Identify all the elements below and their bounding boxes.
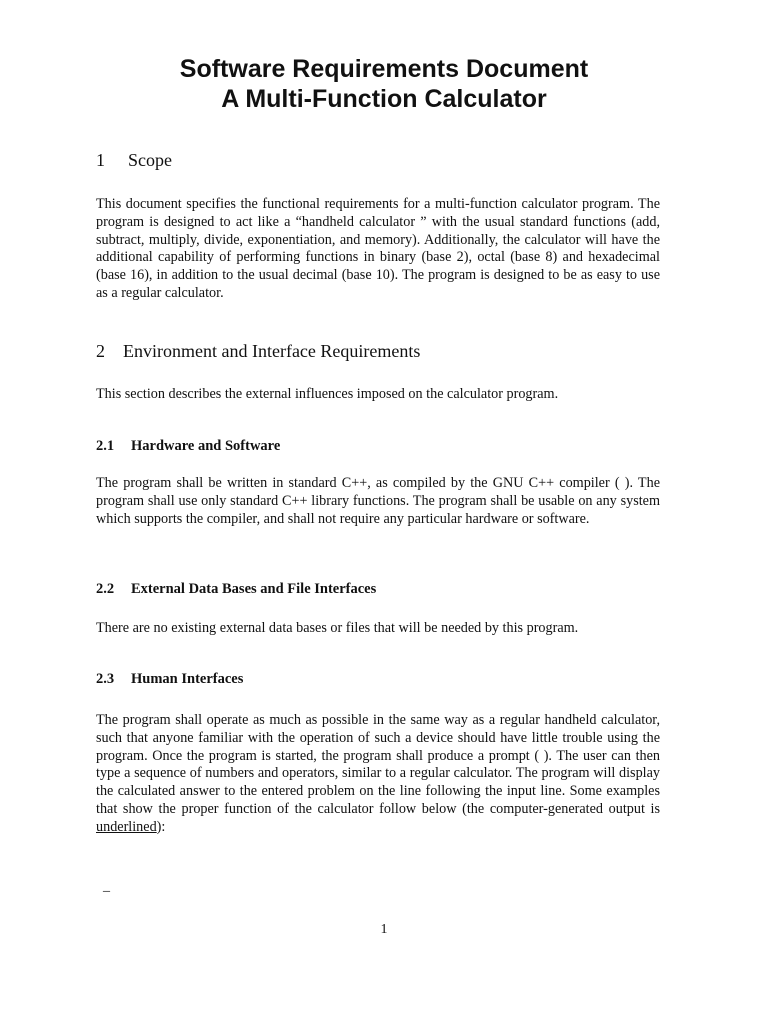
section-2-1-number: 2.1 bbox=[96, 438, 115, 454]
section-2-3-heading bbox=[96, 670, 243, 688]
section-2-2-title: External Data Bases and File Interfaces bbox=[131, 581, 377, 597]
section-2-3-title: Human Interfaces bbox=[131, 671, 244, 687]
section-2-paragraph: This section describes the external influences imposed on the calculator program. bbox=[96, 386, 559, 402]
section-2-2-paragraph: There are no existing external data bases or files that will be needed by this program. bbox=[96, 620, 579, 636]
section-2-heading bbox=[96, 340, 420, 362]
section-2-3-text-end: ): bbox=[156, 818, 166, 835]
section-2-3-text: The program shall operate as much as possible in the same way as a regular handheld calculator, such that anyone familiar with the operation of such a device should have little trouble using the program. Once the program is started, the program shall produce a prompt ( ). The user can then type a sequence of numbers and operators, similar to a regular calculator. The program will display the calculated answer to the entered problem on the line following the input line. Some examples that show the proper function of the calculator follow below (the computer-generated output is bbox=[96, 712, 660, 817]
section-1-number: 1 bbox=[96, 150, 105, 170]
section-2-3-number: 2.3 bbox=[96, 671, 115, 687]
section-2-number: 2 bbox=[96, 341, 105, 361]
document-title: Software Requirements Document bbox=[179, 55, 589, 83]
section-2-2-number: 2.2 bbox=[96, 581, 115, 597]
section-2-1-title: Hardware and Software bbox=[131, 438, 281, 454]
section-2-2-heading bbox=[96, 580, 376, 598]
section-1-title: Scope bbox=[128, 150, 172, 170]
document-subtitle: A Multi-Function Calculator bbox=[221, 85, 547, 113]
section-1-paragraph: This document specifies the functional requirements for a multi-function calculator program. The program is designed to act like a “handheld calculator ” with the usual standard functions (add, subtract, multiply, divide, exponentiation, and memory). Additionally, the calculator will have the additional capability of performing functions in binary (base 2), octal (base 8) and hexadecimal (base 16), in addition to the usual decimal (base 10). The program is designed to be as easy to use as a regular calculator. bbox=[96, 196, 660, 301]
page-number: 1 bbox=[380, 922, 388, 937]
section-2-1-paragraph: The program shall be written in standard C++, as compiled by the GNU C++ compiler ( ). The program shall use only standard C++ library functions. The program shall be usable on any system which supports the compiler, and shall not require any particular hardware or software. bbox=[96, 475, 660, 527]
section-1-heading bbox=[96, 149, 172, 171]
section-2-title: Environment and Interface Requirements bbox=[123, 341, 421, 361]
section-2-1-heading bbox=[96, 437, 280, 455]
underlined-term: underlined bbox=[96, 818, 157, 835]
dash-mark: _ bbox=[103, 879, 110, 894]
section-2-3-paragraph bbox=[96, 712, 660, 837]
